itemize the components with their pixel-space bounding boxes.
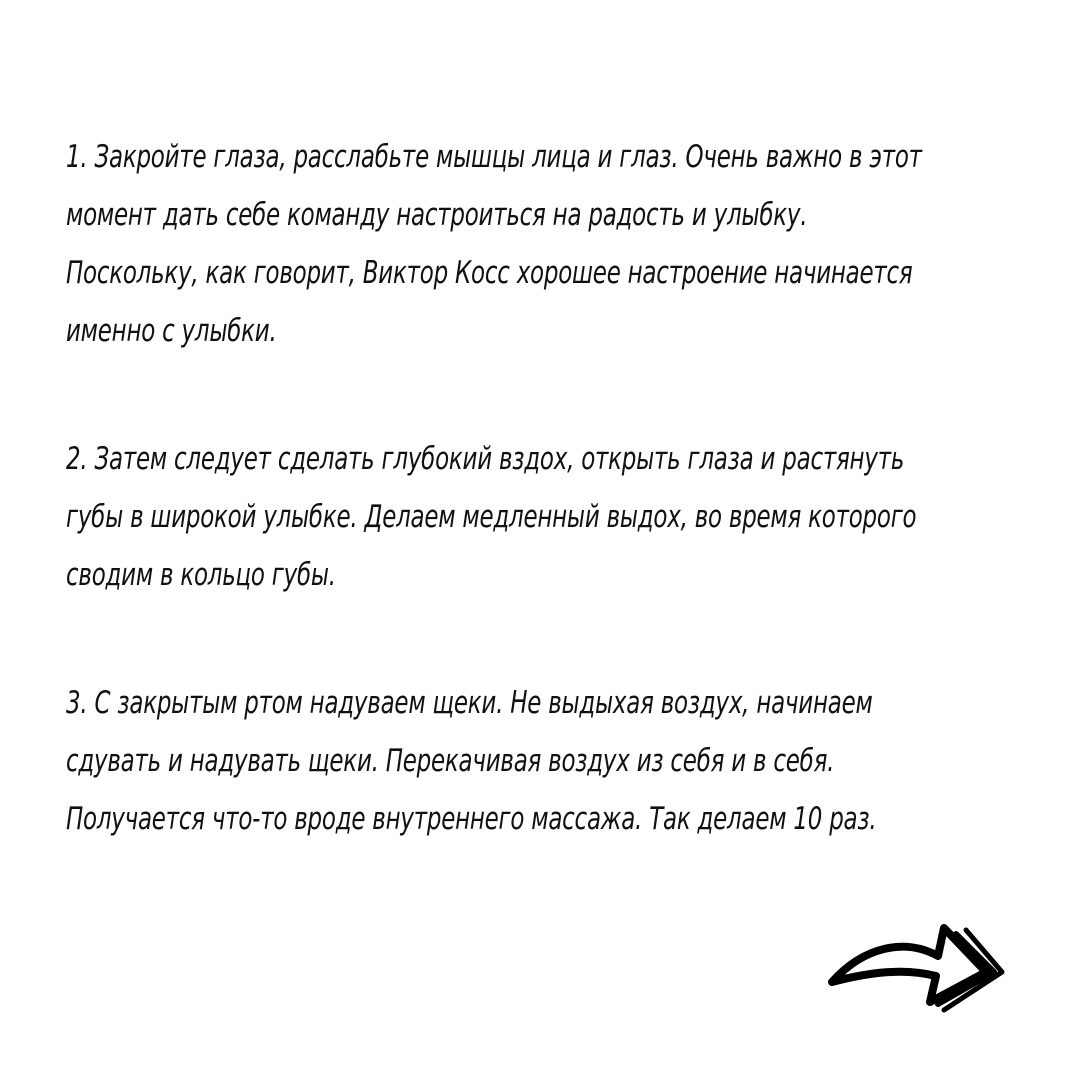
- text-line: 2. Затем следует сделать глубокий вздох, открыть глаза и растянуть: [66, 441, 905, 477]
- curved-arrow-right-icon[interactable]: [826, 916, 1006, 1016]
- paragraph-step-3: [66, 674, 1026, 848]
- paragraph-spacer: [66, 360, 1026, 430]
- text-line: губы в широкой улыбке. Делаем медленный выдох, во время которого: [66, 499, 917, 535]
- paragraph-step-2: [66, 430, 1026, 604]
- text-line: момент дать себе команду настроиться на радость и улыбку.: [66, 197, 808, 233]
- text-line: Получается что-то вроде внутреннего массажа. Так делаем 10 раз.: [66, 801, 877, 837]
- paragraph-spacer: [66, 604, 1026, 674]
- text-line: именно с улыбки.: [66, 313, 277, 349]
- text-line: Поскольку, как говорит, Виктор Косс хорошее настроение начинается: [66, 255, 913, 291]
- instructions-text: [66, 128, 1026, 848]
- paragraph-step-1: [66, 128, 1026, 360]
- text-line: сдувать и надувать щеки. Перекачивая воздух из себя и в себя.: [66, 743, 835, 779]
- text-line: 3. С закрытым ртом надуваем щеки. Не выдыхая воздух, начинаем: [66, 685, 873, 721]
- text-line: сводим в кольцо губы.: [66, 557, 336, 593]
- text-line: 1. Закройте глаза, расслабьте мышцы лица и глаз. Очень важно в этот: [66, 139, 922, 175]
